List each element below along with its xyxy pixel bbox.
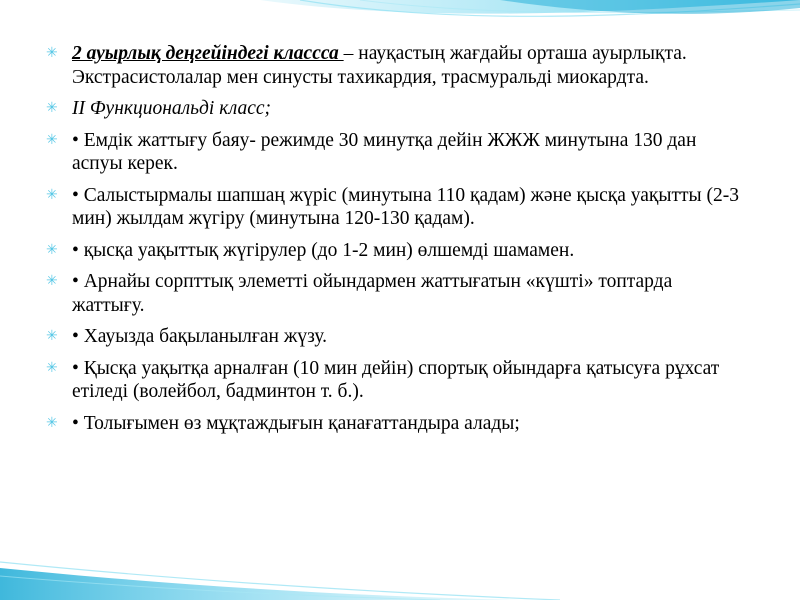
sparkle-star-icon: ✳	[46, 274, 58, 289]
list-item	[46, 129, 746, 176]
bullet-list	[46, 42, 746, 443]
sparkle-star-icon: ✳	[46, 329, 58, 344]
list-item-text: • Қысқа уақытқа арналған (10 мин дейін) спортық ойындарға қатысуға рұхсат етіледі (волейбол, бадминтон т. б.).	[72, 357, 720, 402]
sparkle-star-icon: ✳	[46, 415, 58, 431]
sparkle-star-icon: ✳	[46, 132, 58, 148]
list-item	[46, 325, 746, 349]
list-item	[46, 239, 746, 263]
sparkle-star-icon: ✳	[46, 360, 58, 376]
list-item-text: • Емдік жаттығу баяу- режимде 30 минутқа дейін ЖЖЖ минутына 130 дан аспуы керек.	[72, 129, 697, 174]
list-item	[46, 412, 746, 436]
list-item-text: • Толығымен өз мұқтаждығын қанағаттандыра алады;	[72, 412, 520, 434]
list-item	[46, 97, 746, 121]
list-item	[46, 184, 746, 231]
list-item-text: – науқастың жағдайы орташа ауырлықта. Экстрасистолалар мен синусты тахикардия, трасмуральді миокардта.	[72, 43, 687, 88]
sparkle-star-icon: ✳	[46, 46, 58, 61]
list-item-text: • Хауызда бақыланылған жүзу.	[72, 326, 328, 347]
list-item-text: • Арнайы сорпттық элеметті ойындармен жаттығатын «күшті» топтарда жаттығу.	[72, 271, 673, 316]
sparkle-star-icon: ✳	[46, 242, 58, 258]
list-item-text: ІІ Функциональді класс;	[72, 98, 272, 119]
list-item-text: • Салыстырмалы шапшаң жүріс (минутына 110 қадам) және қысқа уақытты (2-3 мин) жылдам жүгіру (минутына 120-130 қадам).	[72, 184, 740, 229]
list-item	[46, 42, 746, 89]
list-item	[46, 357, 746, 404]
class-heading: 2 ауырлық деңгейіндегі классса	[72, 43, 344, 64]
sparkle-star-icon: ✳	[46, 187, 58, 203]
list-item-text: • қысқа уақыттық жүгірулер (до 1-2 мин) өлшемді шамамен.	[72, 239, 575, 261]
sparkle-star-icon: ✳	[46, 101, 58, 116]
list-item	[46, 270, 746, 317]
